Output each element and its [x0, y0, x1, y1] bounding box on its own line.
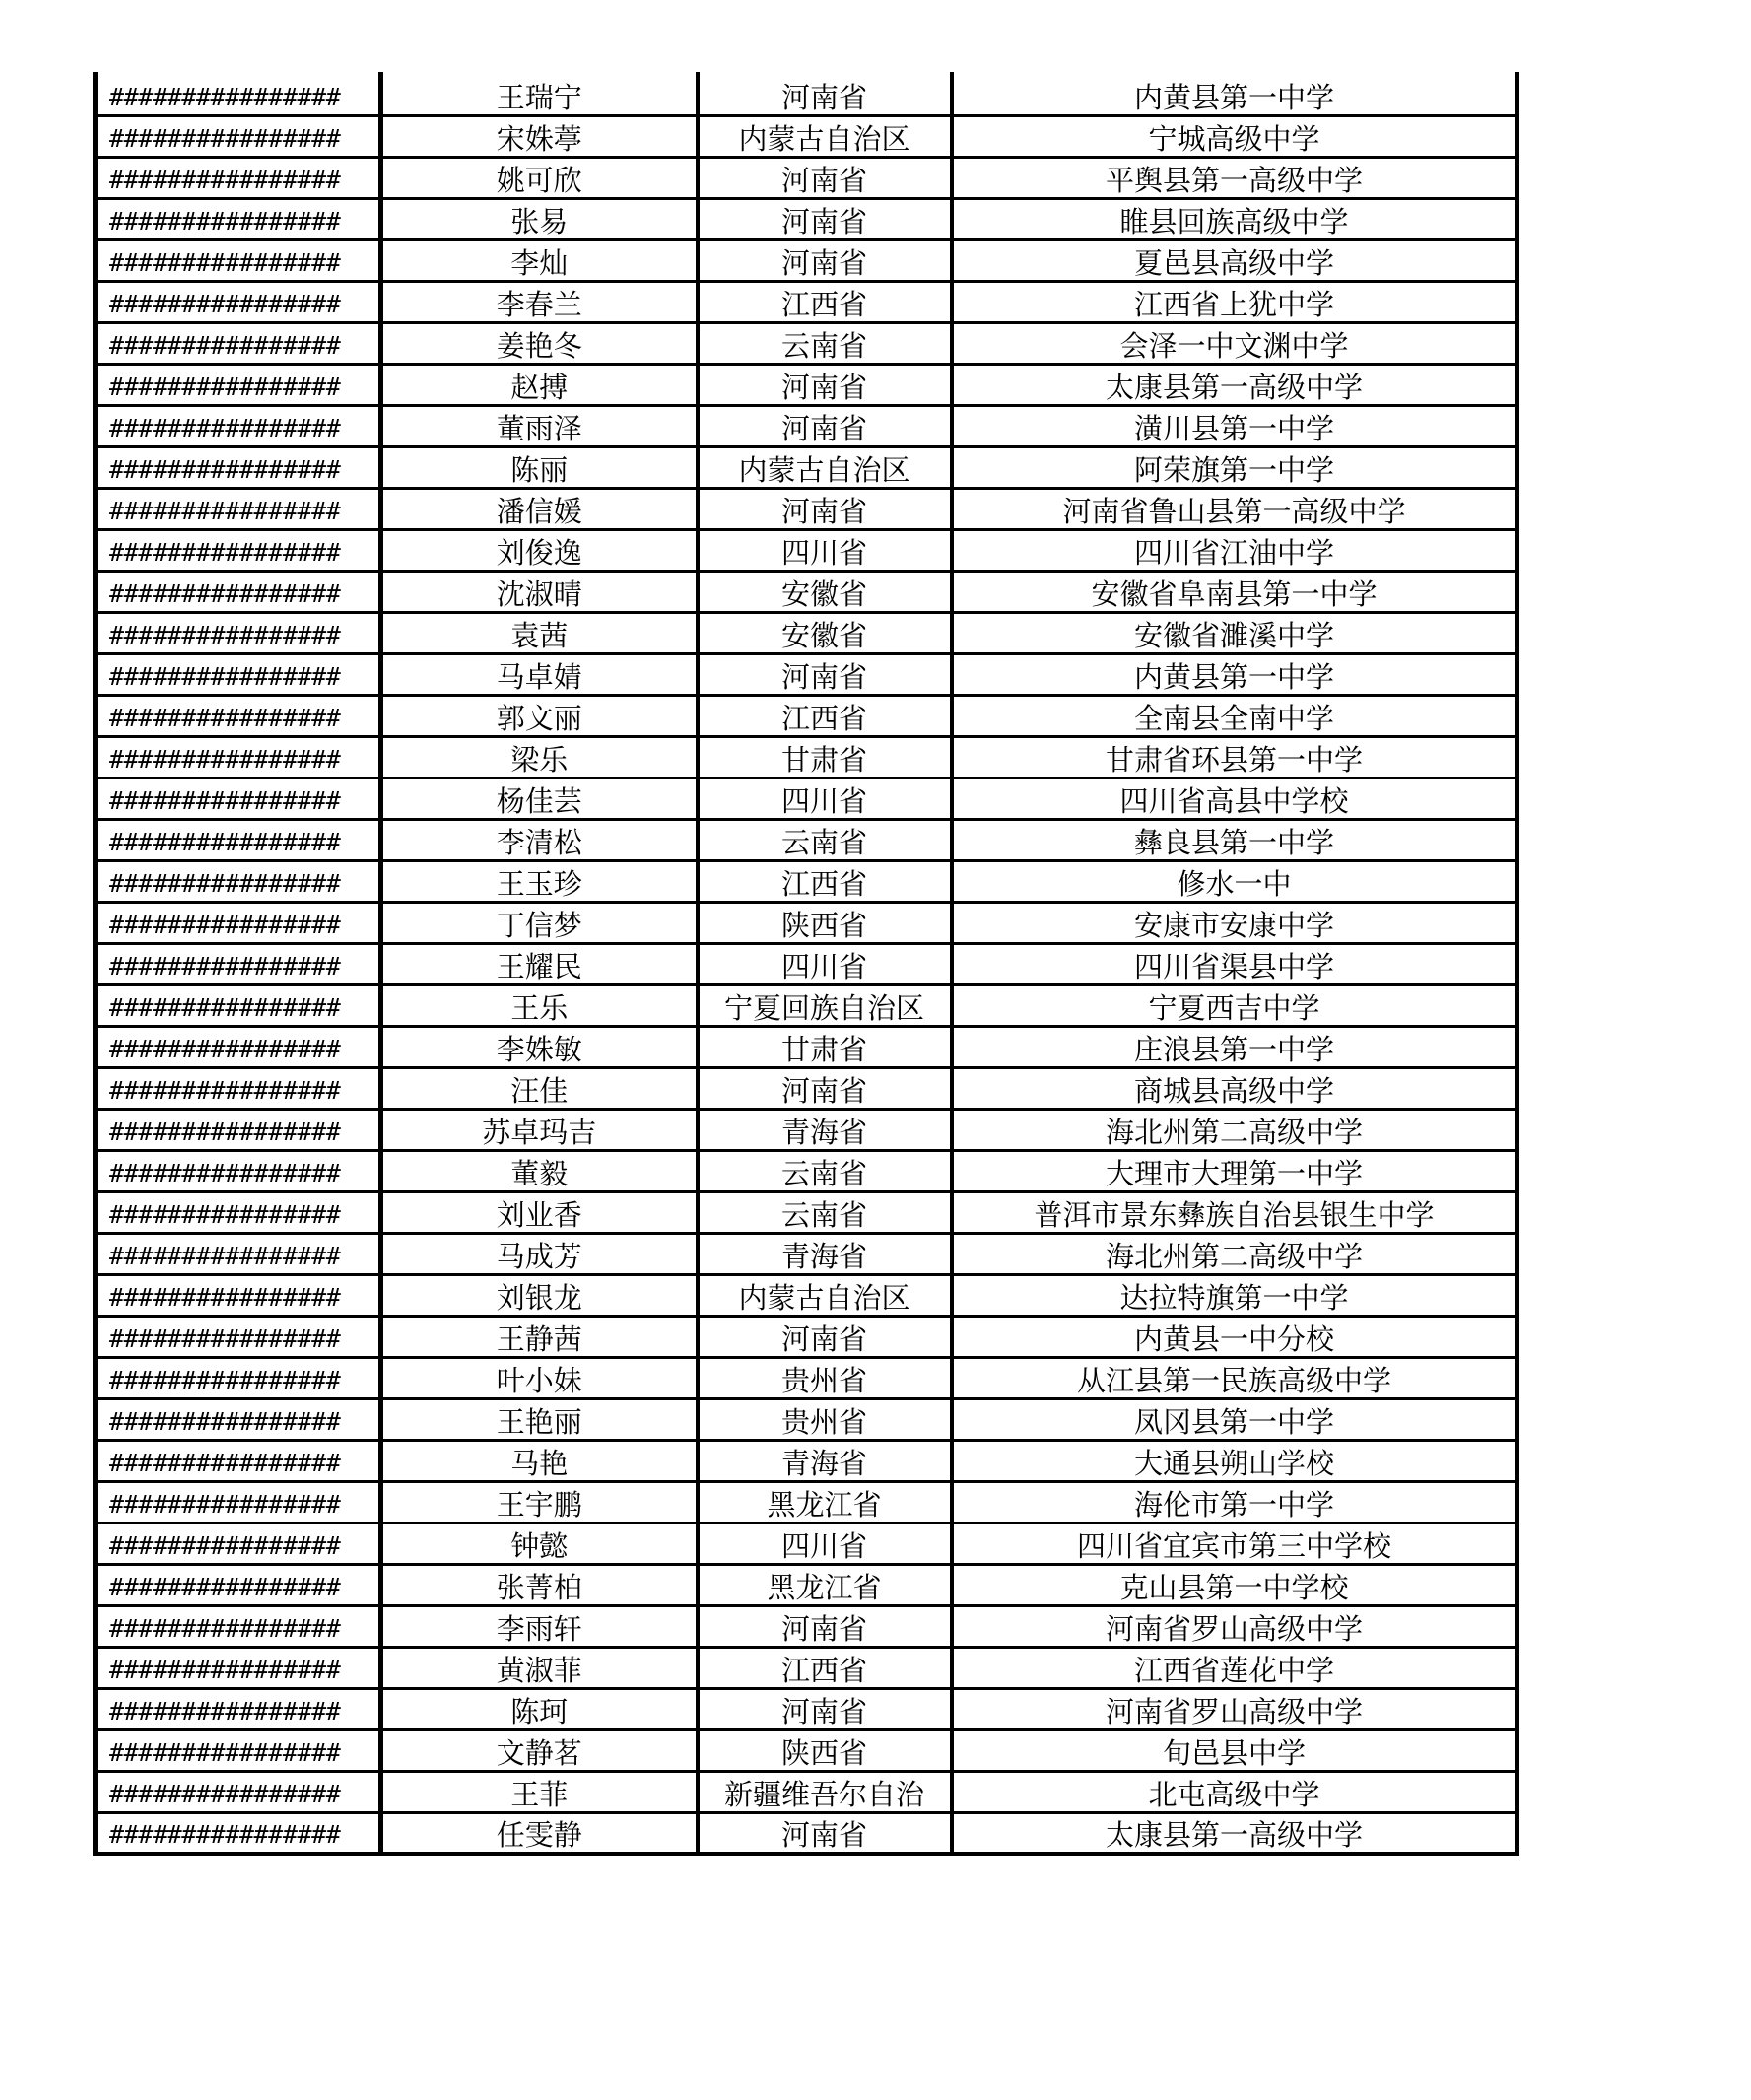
- name-cell: 马成芳: [381, 1233, 698, 1274]
- province-cell: 甘肃省: [698, 736, 952, 778]
- table-row: [96, 612, 1517, 653]
- table-row: [96, 653, 1517, 695]
- table-row: [96, 1729, 1517, 1771]
- name-cell: 梁乐: [381, 736, 698, 778]
- province-cell: 四川省: [698, 778, 952, 819]
- id-cell: ################: [96, 239, 381, 281]
- id-cell: ################: [96, 943, 381, 984]
- province-cell: 云南省: [698, 322, 952, 364]
- name-cell: 沈淑晴: [381, 571, 698, 612]
- name-cell: 刘银龙: [381, 1274, 698, 1316]
- province-cell: 云南省: [698, 1150, 952, 1191]
- id-cell: ################: [96, 1316, 381, 1357]
- province-cell: 河南省: [698, 653, 952, 695]
- province-cell: 江西省: [698, 281, 952, 322]
- id-cell: ################: [96, 1109, 381, 1150]
- province-cell: 河南省: [698, 72, 952, 115]
- school-cell: 平舆县第一高级中学: [952, 157, 1517, 198]
- school-cell: 夏邑县高级中学: [952, 239, 1517, 281]
- id-cell: ################: [96, 1357, 381, 1398]
- id-cell: ################: [96, 157, 381, 198]
- school-cell: 旬邑县中学: [952, 1729, 1517, 1771]
- id-cell: ################: [96, 446, 381, 488]
- province-cell: 黑龙江省: [698, 1564, 952, 1605]
- province-cell: 河南省: [698, 1812, 952, 1854]
- school-cell: 北屯高级中学: [952, 1771, 1517, 1812]
- id-cell: ################: [96, 1729, 381, 1771]
- school-cell: 河南省罗山高级中学: [952, 1605, 1517, 1647]
- id-cell: ################: [96, 198, 381, 239]
- id-cell: ################: [96, 736, 381, 778]
- id-cell: ################: [96, 1026, 381, 1067]
- name-cell: 赵搏: [381, 364, 698, 405]
- province-cell: 四川省: [698, 529, 952, 571]
- name-cell: 马卓婧: [381, 653, 698, 695]
- school-cell: 普洱市景东彝族自治县银生中学: [952, 1191, 1517, 1233]
- table-row: [96, 1067, 1517, 1109]
- id-cell: ################: [96, 1440, 381, 1481]
- id-cell: ################: [96, 364, 381, 405]
- province-cell: 河南省: [698, 405, 952, 446]
- table-row: [96, 1647, 1517, 1688]
- school-cell: 全南县全南中学: [952, 695, 1517, 736]
- name-cell: 袁茜: [381, 612, 698, 653]
- name-cell: 姜艳冬: [381, 322, 698, 364]
- id-cell: ################: [96, 115, 381, 157]
- id-cell: ################: [96, 1523, 381, 1564]
- school-cell: 宁夏西吉中学: [952, 984, 1517, 1026]
- school-cell: 河南省鲁山县第一高级中学: [952, 488, 1517, 529]
- province-cell: 贵州省: [698, 1398, 952, 1440]
- province-cell: 云南省: [698, 819, 952, 860]
- province-cell: 青海省: [698, 1233, 952, 1274]
- school-cell: 阿荣旗第一中学: [952, 446, 1517, 488]
- name-cell: 郭文丽: [381, 695, 698, 736]
- province-cell: 贵州省: [698, 1357, 952, 1398]
- name-cell: 王静茜: [381, 1316, 698, 1357]
- table-row: [96, 72, 1517, 115]
- id-cell: ################: [96, 902, 381, 943]
- province-cell: 江西省: [698, 695, 952, 736]
- name-cell: 叶小妹: [381, 1357, 698, 1398]
- student-roster-table: [93, 72, 1519, 1856]
- province-cell: 河南省: [698, 1688, 952, 1729]
- name-cell: 王艳丽: [381, 1398, 698, 1440]
- name-cell: 文静茗: [381, 1729, 698, 1771]
- id-cell: ################: [96, 322, 381, 364]
- school-cell: 会泽一中文渊中学: [952, 322, 1517, 364]
- school-cell: 从江县第一民族高级中学: [952, 1357, 1517, 1398]
- school-cell: 内黄县第一中学: [952, 72, 1517, 115]
- province-cell: 江西省: [698, 860, 952, 902]
- name-cell: 苏卓玛吉: [381, 1109, 698, 1150]
- id-cell: ################: [96, 281, 381, 322]
- name-cell: 董雨泽: [381, 405, 698, 446]
- province-cell: 安徽省: [698, 571, 952, 612]
- province-cell: 新疆维吾尔自治: [698, 1771, 952, 1812]
- id-cell: ################: [96, 1771, 381, 1812]
- province-cell: 云南省: [698, 1191, 952, 1233]
- name-cell: 姚可欣: [381, 157, 698, 198]
- school-cell: 太康县第一高级中学: [952, 364, 1517, 405]
- name-cell: 李雨轩: [381, 1605, 698, 1647]
- id-cell: ################: [96, 1688, 381, 1729]
- name-cell: 张菁柏: [381, 1564, 698, 1605]
- id-cell: ################: [96, 1481, 381, 1523]
- id-cell: ################: [96, 1274, 381, 1316]
- table-row: [96, 1771, 1517, 1812]
- name-cell: 张易: [381, 198, 698, 239]
- table-row: [96, 1688, 1517, 1729]
- name-cell: 王菲: [381, 1771, 698, 1812]
- province-cell: 内蒙古自治区: [698, 1274, 952, 1316]
- table-row: [96, 1316, 1517, 1357]
- id-cell: ################: [96, 1605, 381, 1647]
- province-cell: 河南省: [698, 239, 952, 281]
- province-cell: 江西省: [698, 1647, 952, 1688]
- table-row: [96, 1812, 1517, 1854]
- table-row: [96, 571, 1517, 612]
- table-row: [96, 1398, 1517, 1440]
- school-cell: 凤冈县第一中学: [952, 1398, 1517, 1440]
- table-row: [96, 984, 1517, 1026]
- table-row: [96, 736, 1517, 778]
- name-cell: 王宇鹏: [381, 1481, 698, 1523]
- id-cell: ################: [96, 1564, 381, 1605]
- name-cell: 汪佳: [381, 1067, 698, 1109]
- table-row: [96, 1191, 1517, 1233]
- name-cell: 王乐: [381, 984, 698, 1026]
- table-row: [96, 488, 1517, 529]
- table-row: [96, 860, 1517, 902]
- name-cell: 王玉珍: [381, 860, 698, 902]
- name-cell: 李清松: [381, 819, 698, 860]
- table-row: [96, 695, 1517, 736]
- id-cell: ################: [96, 72, 381, 115]
- table-row: [96, 322, 1517, 364]
- table-row: [96, 198, 1517, 239]
- school-cell: 达拉特旗第一中学: [952, 1274, 1517, 1316]
- school-cell: 商城县高级中学: [952, 1067, 1517, 1109]
- school-cell: 大理市大理第一中学: [952, 1150, 1517, 1191]
- province-cell: 内蒙古自治区: [698, 446, 952, 488]
- province-cell: 四川省: [698, 943, 952, 984]
- school-cell: 四川省高县中学校: [952, 778, 1517, 819]
- id-cell: ################: [96, 695, 381, 736]
- id-cell: ################: [96, 1812, 381, 1854]
- table-row: [96, 1026, 1517, 1067]
- table-row: [96, 1481, 1517, 1523]
- school-cell: 彝良县第一中学: [952, 819, 1517, 860]
- id-cell: ################: [96, 1233, 381, 1274]
- province-cell: 甘肃省: [698, 1026, 952, 1067]
- school-cell: 内黄县第一中学: [952, 653, 1517, 695]
- province-cell: 河南省: [698, 1067, 952, 1109]
- id-cell: ################: [96, 1647, 381, 1688]
- table-row: [96, 364, 1517, 405]
- province-cell: 青海省: [698, 1440, 952, 1481]
- school-cell: 修水一中: [952, 860, 1517, 902]
- table-row: [96, 405, 1517, 446]
- name-cell: 李姝敏: [381, 1026, 698, 1067]
- school-cell: 四川省渠县中学: [952, 943, 1517, 984]
- table-row: [96, 1109, 1517, 1150]
- school-cell: 江西省上犹中学: [952, 281, 1517, 322]
- table-row: [96, 1274, 1517, 1316]
- name-cell: 王耀民: [381, 943, 698, 984]
- table-row: [96, 281, 1517, 322]
- school-cell: 海伦市第一中学: [952, 1481, 1517, 1523]
- table-row: [96, 1233, 1517, 1274]
- table-row: [96, 902, 1517, 943]
- school-cell: 克山县第一中学校: [952, 1564, 1517, 1605]
- table-row: [96, 1440, 1517, 1481]
- name-cell: 李春兰: [381, 281, 698, 322]
- province-cell: 宁夏回族自治区: [698, 984, 952, 1026]
- school-cell: 庄浪县第一中学: [952, 1026, 1517, 1067]
- name-cell: 钟懿: [381, 1523, 698, 1564]
- school-cell: 甘肃省环县第一中学: [952, 736, 1517, 778]
- name-cell: 王瑞宁: [381, 72, 698, 115]
- province-cell: 四川省: [698, 1523, 952, 1564]
- id-cell: ################: [96, 405, 381, 446]
- name-cell: 潘信媛: [381, 488, 698, 529]
- id-cell: ################: [96, 984, 381, 1026]
- table-row: [96, 157, 1517, 198]
- province-cell: 陕西省: [698, 902, 952, 943]
- school-cell: 太康县第一高级中学: [952, 1812, 1517, 1854]
- school-cell: 四川省宜宾市第三中学校: [952, 1523, 1517, 1564]
- school-cell: 海北州第二高级中学: [952, 1233, 1517, 1274]
- id-cell: ################: [96, 819, 381, 860]
- name-cell: 马艳: [381, 1440, 698, 1481]
- id-cell: ################: [96, 488, 381, 529]
- table-row: [96, 1523, 1517, 1564]
- id-cell: ################: [96, 529, 381, 571]
- province-cell: 河南省: [698, 198, 952, 239]
- id-cell: ################: [96, 860, 381, 902]
- school-cell: 四川省江油中学: [952, 529, 1517, 571]
- name-cell: 陈珂: [381, 1688, 698, 1729]
- name-cell: 黄淑菲: [381, 1647, 698, 1688]
- province-cell: 河南省: [698, 488, 952, 529]
- school-cell: 安康市安康中学: [952, 902, 1517, 943]
- school-cell: 潢川县第一中学: [952, 405, 1517, 446]
- school-cell: 宁城高级中学: [952, 115, 1517, 157]
- school-cell: 江西省莲花中学: [952, 1647, 1517, 1688]
- table-row: [96, 1357, 1517, 1398]
- id-cell: ################: [96, 1150, 381, 1191]
- name-cell: 李灿: [381, 239, 698, 281]
- province-cell: 河南省: [698, 1316, 952, 1357]
- name-cell: 刘俊逸: [381, 529, 698, 571]
- id-cell: ################: [96, 1398, 381, 1440]
- name-cell: 宋姝葶: [381, 115, 698, 157]
- table-row: [96, 115, 1517, 157]
- table-row: [96, 446, 1517, 488]
- province-cell: 青海省: [698, 1109, 952, 1150]
- province-cell: 河南省: [698, 157, 952, 198]
- school-cell: 安徽省濉溪中学: [952, 612, 1517, 653]
- school-cell: 海北州第二高级中学: [952, 1109, 1517, 1150]
- roster-table-body: [96, 72, 1517, 1854]
- province-cell: 黑龙江省: [698, 1481, 952, 1523]
- table-row: [96, 1150, 1517, 1191]
- school-cell: 大通县朔山学校: [952, 1440, 1517, 1481]
- table-row: [96, 1564, 1517, 1605]
- name-cell: 任雯静: [381, 1812, 698, 1854]
- school-cell: 内黄县一中分校: [952, 1316, 1517, 1357]
- name-cell: 董毅: [381, 1150, 698, 1191]
- province-cell: 陕西省: [698, 1729, 952, 1771]
- id-cell: ################: [96, 571, 381, 612]
- table-row: [96, 943, 1517, 984]
- name-cell: 刘业香: [381, 1191, 698, 1233]
- table-row: [96, 529, 1517, 571]
- province-cell: 内蒙古自治区: [698, 115, 952, 157]
- table-row: [96, 819, 1517, 860]
- province-cell: 安徽省: [698, 612, 952, 653]
- name-cell: 丁信梦: [381, 902, 698, 943]
- table-row: [96, 1605, 1517, 1647]
- name-cell: 杨佳芸: [381, 778, 698, 819]
- province-cell: 河南省: [698, 1605, 952, 1647]
- id-cell: ################: [96, 778, 381, 819]
- school-cell: 安徽省阜南县第一中学: [952, 571, 1517, 612]
- name-cell: 陈丽: [381, 446, 698, 488]
- province-cell: 河南省: [698, 364, 952, 405]
- id-cell: ################: [96, 1067, 381, 1109]
- school-cell: 河南省罗山高级中学: [952, 1688, 1517, 1729]
- id-cell: ################: [96, 612, 381, 653]
- table-row: [96, 778, 1517, 819]
- school-cell: 睢县回族高级中学: [952, 198, 1517, 239]
- id-cell: ################: [96, 653, 381, 695]
- id-cell: ################: [96, 1191, 381, 1233]
- table-row: [96, 239, 1517, 281]
